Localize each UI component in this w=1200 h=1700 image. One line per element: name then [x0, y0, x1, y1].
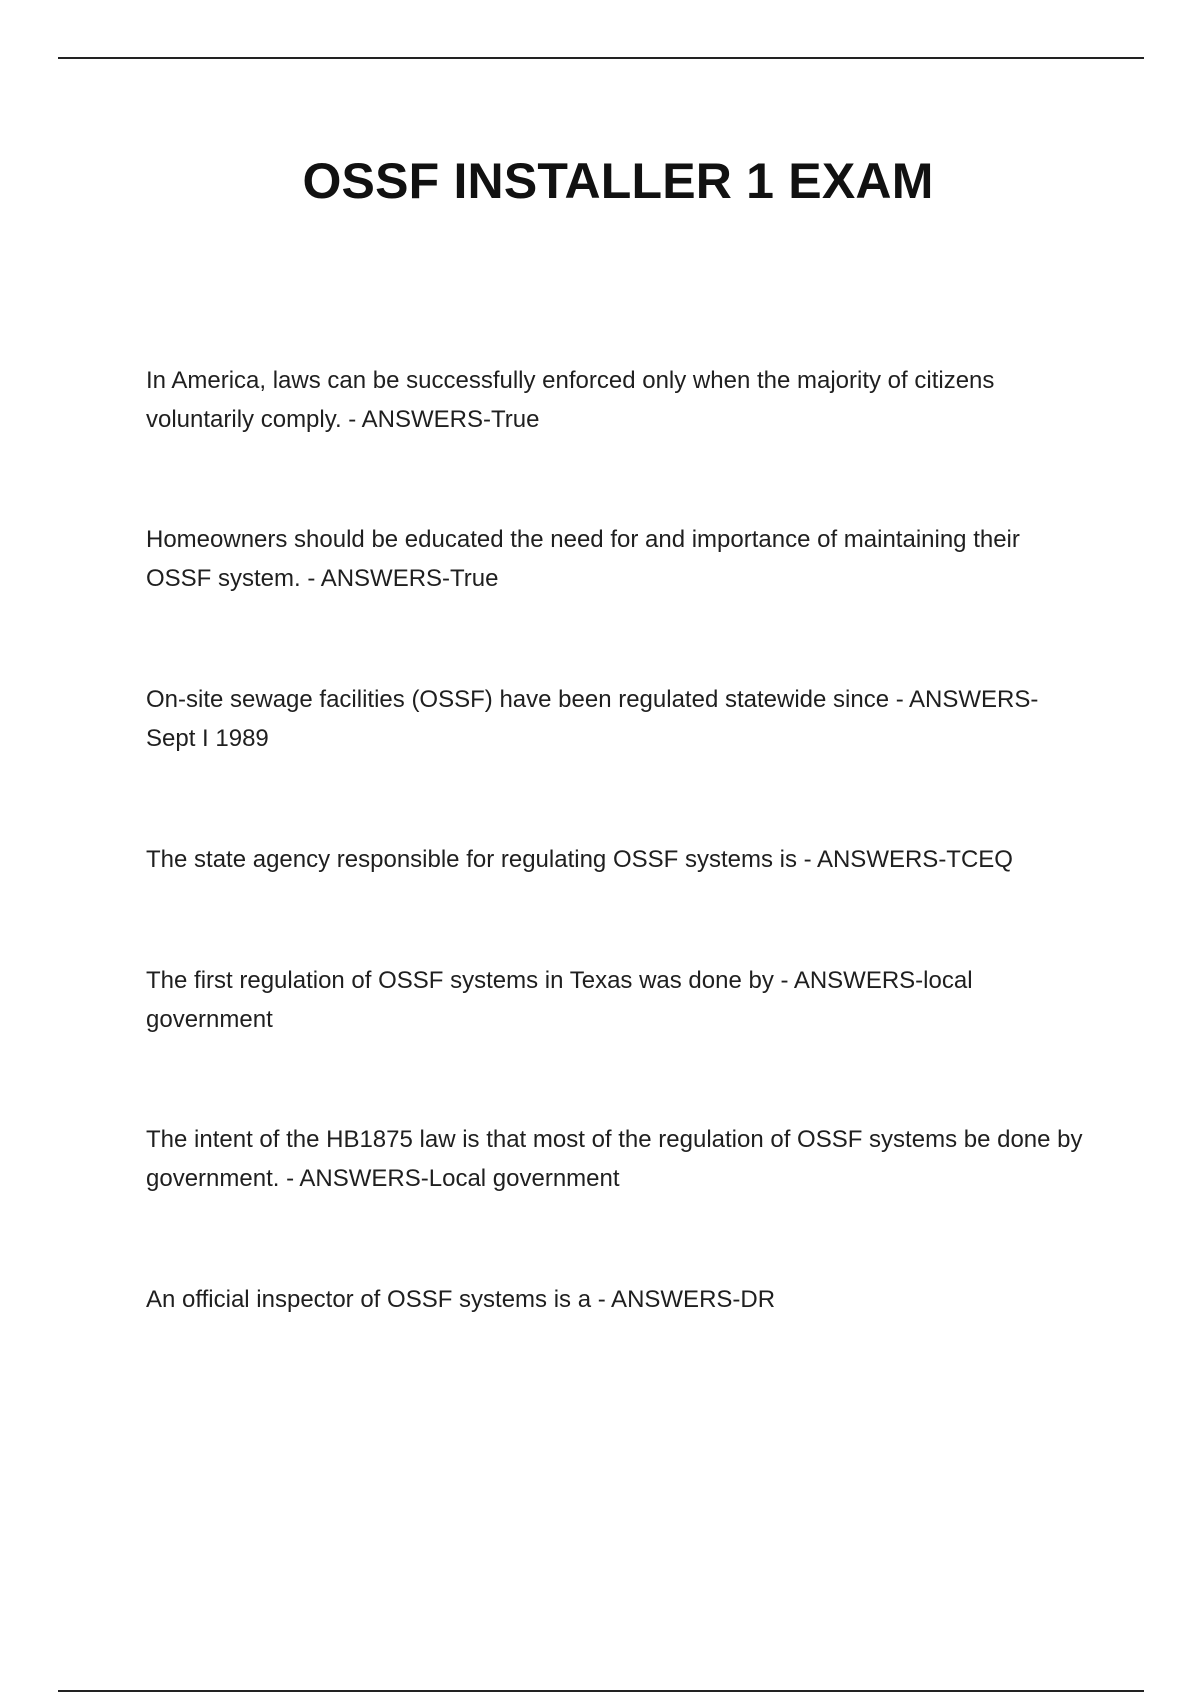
- question-item-6: The intent of the HB1875 law is that most of the regulation of OSSF systems be done by government. - ANSWERS-Local government: [146, 1126, 1083, 1192]
- question-item-7: An official inspector of OSSF systems is a - ANSWERS-DR: [146, 1286, 776, 1313]
- question-item-2: Homeowners should be educated the need for and importance of maintaining their OSSF system. - ANSWERS-True: [146, 526, 1020, 592]
- bottom-divider: [58, 1690, 1144, 1692]
- top-divider: [58, 57, 1144, 59]
- question-item-1: In America, laws can be successfully enforced only when the majority of citizens voluntarily comply. - ANSWERS-True: [146, 367, 995, 433]
- question-item-4: The state agency responsible for regulating OSSF systems is - ANSWERS-TCEQ: [146, 846, 1013, 873]
- question-item-3: On-site sewage facilities (OSSF) have been regulated statewide since - ANSWERS-Sept I 1989: [146, 686, 1039, 752]
- question-item-5: The first regulation of OSSF systems in Texas was done by - ANSWERS-local government: [146, 967, 973, 1033]
- page-title: OSSF INSTALLER 1 EXAM: [302, 153, 934, 209]
